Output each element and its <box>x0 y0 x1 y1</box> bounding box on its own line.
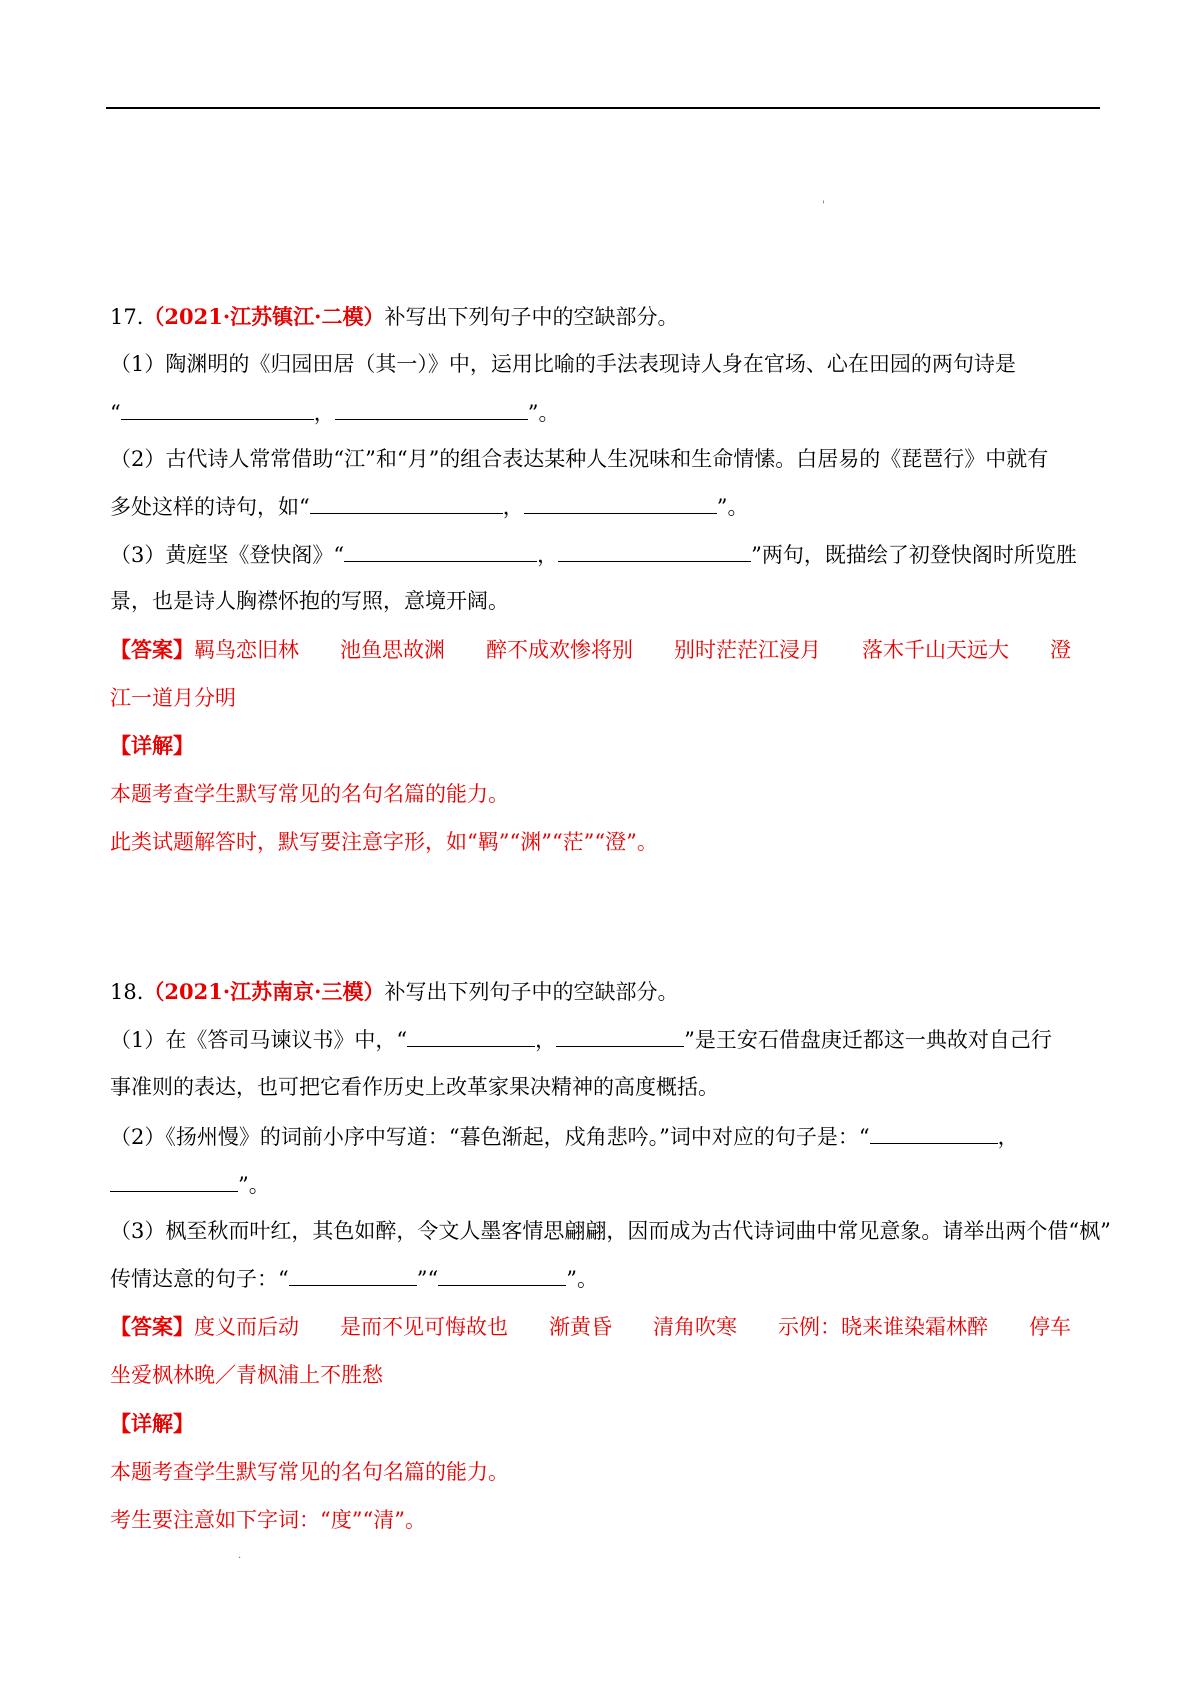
q17-title <box>110 302 678 332</box>
q18-part3: （3）枫至秋而叶红，其色如醉，令文人墨客情思翩翩，因而成为古代诗词曲中常见意象。请举出两个借“枫” <box>110 1219 1111 1243</box>
q17-detail-2: 此类试题解答时，默写要注意字形，如“羁”“渊”“茫”“澄”。 <box>110 830 658 854</box>
answer-blank <box>289 1263 417 1286</box>
header-rule <box>106 107 1100 109</box>
q17-part1: （1）陶渊明的《归园田居（其一）》中，运用比喻的手法表现诗人身在官场、心在田园的两句诗是 <box>110 352 1016 376</box>
answer-blank <box>556 1024 684 1047</box>
answer-blank <box>344 539 537 562</box>
q18-part2: （2）《扬州慢》的词前小序中写道：“暮色渐起，戍角悲吟。”词中对应的句子是：“ ， <box>110 1121 1019 1152</box>
answer-blank <box>438 1263 566 1286</box>
q17-stem: 补写出下列句子中的空缺部分。 <box>384 305 679 329</box>
q18-part1: （1）在《答司马谏议书》中，“ ， ”是王安石借盘庚迁都这一典故对自己行 <box>110 1024 1052 1055</box>
answer-blank <box>407 1024 535 1047</box>
answer-blank <box>335 397 528 420</box>
q18-answer: 【答案】度义而后动 是而不见可悔故也 渐黄昏 清角吹寒 示例：晓来谁染霜林醉 停车 <box>110 1314 1071 1339</box>
q18-detail-1: 本题考查学生默写常见的名句名篇的能力。 <box>110 1460 509 1484</box>
q18-part3-cont: 传情达意的句子：“ ”“ ”。 <box>110 1263 598 1294</box>
q17-part3-cont: 景，也是诗人胸襟怀抱的写照，意境开阔。 <box>110 589 509 613</box>
q18-part2-cont: ”。 <box>110 1169 270 1200</box>
q17-answer: 【答案】羁鸟恋旧林 池鱼思故渊 醉不成欢惨将别 别时茫茫江浸月 落木千山天远大 澄 <box>110 637 1071 662</box>
q17-number: 17. <box>110 305 144 329</box>
q17-detail-1: 本题考查学生默写常见的名句名篇的能力。 <box>110 782 509 806</box>
q17-detail-label: 【详解】 <box>110 733 194 758</box>
answer-blank <box>870 1121 998 1144</box>
q17-part3: （3）黄庭坚《登快阁》“ ， ”两句，既描绘了初登快阁时所览胜 <box>110 539 1077 570</box>
q18-part1-cont: 事准则的表达，也可把它看作历史上改革家果决精神的高度概括。 <box>110 1075 719 1099</box>
stray-mark: . <box>238 1550 242 1561</box>
q17-part2-blanks: 多处这样的诗句，如“ ， ”。 <box>110 491 749 522</box>
answer-blank <box>121 397 314 420</box>
q18-stem: 补写出下列句子中的空缺部分。 <box>384 980 679 1004</box>
q17-source: （2021·江苏镇江·二模） <box>143 304 385 329</box>
q18-detail-label: 【详解】 <box>110 1411 194 1436</box>
q17-answer-cont: 江一道月分明 <box>110 686 236 710</box>
answer-label: 【答案】 <box>110 1314 194 1339</box>
q18-number: 18. <box>110 980 144 1004</box>
answer-label: 【答案】 <box>110 637 194 662</box>
q18-detail-2: 考生要注意如下字词：“度”“清”。 <box>110 1508 426 1532</box>
answer-blank <box>558 539 751 562</box>
q17-part2: （2）古代诗人常常借助“江”和“月”的组合表达某种人生况味和生命情愫。白居易的《琵琶行》中就有 <box>110 447 1049 471</box>
q17-part1-blanks: “ ， ”。 <box>110 397 560 428</box>
stray-mark: ' <box>822 200 825 211</box>
answer-blank <box>110 1169 238 1192</box>
q18-title <box>110 977 678 1007</box>
answer-blank <box>310 491 503 514</box>
q18-answer-cont: 坐爱枫林晚／青枫浦上不胜愁 <box>110 1363 383 1387</box>
answer-blank <box>524 491 717 514</box>
q18-source: （2021·江苏南京·三模） <box>143 979 385 1004</box>
